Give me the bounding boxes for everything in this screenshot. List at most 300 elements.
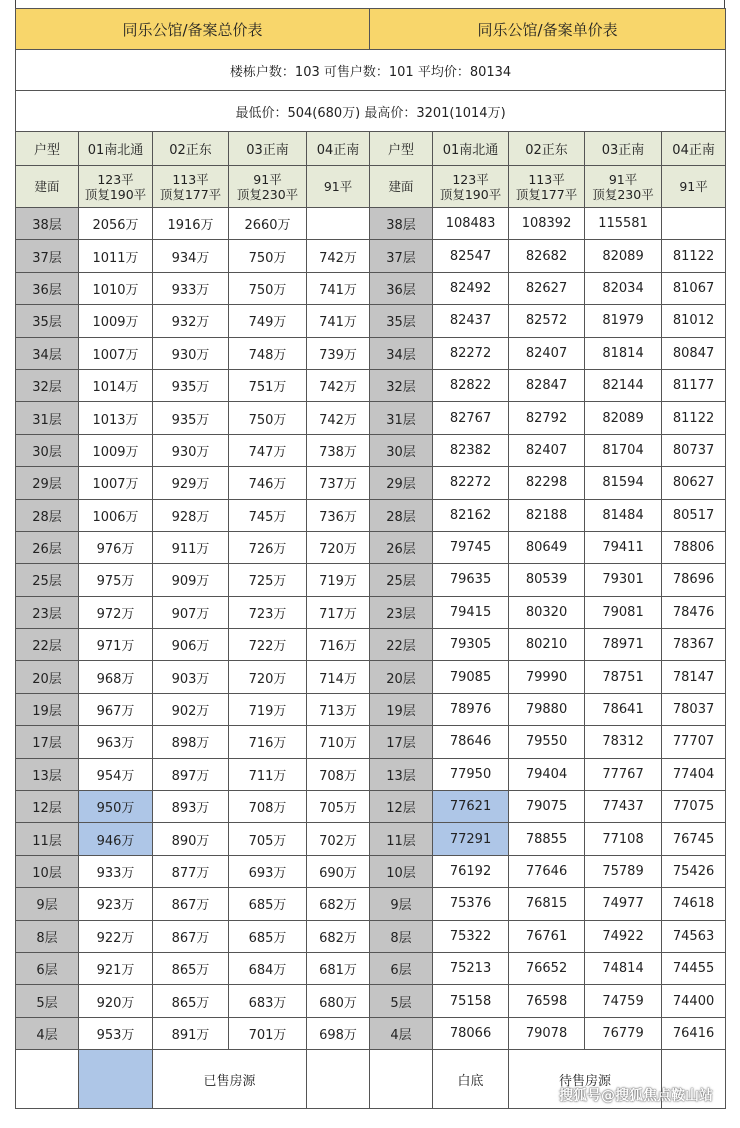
price-sheet [15,0,725,1109]
unit-price-cell: 76598 [509,985,585,1017]
unit-price-cell: 82407 [509,337,585,369]
unit-price-cell: 80627 [662,467,726,499]
unit-header: 01南北通 [433,132,509,166]
total-price-title: 同乐公馆/备案总价表 [16,9,370,50]
total-price-cell [307,208,370,240]
table-row [16,596,726,628]
unit-header: 04正南 [307,132,370,166]
unit-price-cell: 80517 [662,499,726,531]
area-line: 123平 [452,171,489,187]
total-price-cell: 865万 [153,985,229,1017]
floor-label: 13层 [16,758,79,790]
unit-price-title: 同乐公馆/备案单价表 [370,9,726,50]
total-price-cell: 935万 [153,369,229,401]
floor-label: 29层 [16,467,79,499]
unit-price-cell: 74400 [662,985,726,1017]
floor-label: 20层 [370,661,433,693]
floor-label: 17层 [16,726,79,758]
area-cell [433,166,509,208]
info-row-2 [16,91,726,132]
total-price-cell: 930万 [153,434,229,466]
floor-label: 17层 [370,726,433,758]
total-price-cell: 736万 [307,499,370,531]
unit-price-cell: 82822 [433,369,509,401]
floor-label: 5层 [16,985,79,1017]
unit-header: 03正南 [229,132,307,166]
unit-price-cell: 75322 [433,920,509,952]
unit-price-cell: 78971 [585,629,662,661]
table-row [16,726,726,758]
unit-price-cell: 79411 [585,531,662,563]
total-price-cell: 911万 [153,531,229,563]
unit-price-cell: 82298 [509,467,585,499]
total-price-cell: 1013万 [79,402,153,434]
total-price-cell: 705万 [229,823,307,855]
floor-label: 38层 [370,208,433,240]
total-price-cell: 867万 [153,888,229,920]
floor-label: 25层 [16,564,79,596]
table-row [16,499,726,531]
total-price-cell: 705万 [307,791,370,823]
total-price-cell: 922万 [79,920,153,952]
floor-label: 32层 [370,369,433,401]
floor-label: 34层 [16,337,79,369]
unit-price-cell: 82847 [509,369,585,401]
total-price-cell: 975万 [79,564,153,596]
floor-label: 9层 [16,888,79,920]
unit-price-cell: 77404 [662,758,726,790]
table-row [16,434,726,466]
legend-sold-swatch [79,1050,153,1109]
total-price-cell: 953万 [79,1017,153,1049]
total-price-cell: 708万 [307,758,370,790]
table-row [16,467,726,499]
floor-label: 11层 [16,823,79,855]
total-price-cell: 891万 [153,1017,229,1049]
unit-price-cell: 76779 [585,1017,662,1049]
floor-label: 4层 [16,1017,79,1049]
area-line: 顶复190平 [84,186,147,202]
table-row [16,952,726,984]
total-price-cell: 933万 [153,272,229,304]
legend-white-label: 白底 [433,1050,509,1109]
floor-label: 35层 [370,305,433,337]
unit-price-cell: 79745 [433,531,509,563]
table-row [16,758,726,790]
area-cell [153,166,229,208]
unit-price-cell: 79305 [433,629,509,661]
type-label: 户型 [16,132,79,166]
unit-price-cell: 81122 [662,402,726,434]
unit-price-cell: 74563 [662,920,726,952]
type-label: 户型 [370,132,433,166]
unit-price-cell: 75426 [662,855,726,887]
floor-label: 22层 [370,629,433,661]
unit-price-cell: 82144 [585,369,662,401]
title-row [16,9,726,50]
area-line: 顶复177平 [515,186,578,202]
unit-price-cell: 79550 [509,726,585,758]
unit-price-cell: 76416 [662,1017,726,1049]
total-price-cell: 739万 [307,337,370,369]
unit-price-cell: 82089 [585,402,662,434]
unit-price-cell: 77108 [585,823,662,855]
total-price-cell: 738万 [307,434,370,466]
floor-label: 23层 [370,596,433,628]
unit-price-cell: 80320 [509,596,585,628]
total-price-cell: 741万 [307,272,370,304]
floor-label: 20层 [16,661,79,693]
area-line: 顶复230平 [236,186,299,202]
area-line: 顶复230平 [592,186,654,202]
floor-label: 36层 [16,272,79,304]
unit-price-cell: 78641 [585,693,662,725]
table-row [16,693,726,725]
floor-label: 6层 [370,952,433,984]
total-price-cell: 713万 [307,693,370,725]
floor-label: 25层 [370,564,433,596]
unit-price-cell: 77621 [433,791,509,823]
unit-price-cell: 82034 [585,272,662,304]
unit-price-cell [662,208,726,240]
table-row [16,985,726,1017]
unit-price-cell: 79404 [509,758,585,790]
unit-header: 02正东 [153,132,229,166]
unit-price-cell: 80539 [509,564,585,596]
unit-price-cell: 81594 [585,467,662,499]
unit-price-cell: 82767 [433,402,509,434]
unit-price-cell: 78147 [662,661,726,693]
total-price-cell: 719万 [229,693,307,725]
total-price-cell: 929万 [153,467,229,499]
total-price-cell: 741万 [307,305,370,337]
table-row [16,531,726,563]
unit-price-cell: 76745 [662,823,726,855]
area-cell [79,166,153,208]
area-line: 91平 [323,179,353,194]
total-price-cell: 963万 [79,726,153,758]
unit-price-cell: 77291 [433,823,509,855]
floor-label: 4层 [370,1017,433,1049]
unit-price-cell: 75376 [433,888,509,920]
table-row [16,240,726,272]
floor-label: 19层 [16,693,79,725]
unit-price-cell: 82547 [433,240,509,272]
building-summary: 楼栋户数：103 可售户数：101 平均价：80134 [16,50,726,91]
total-price-cell: 693万 [229,855,307,887]
unit-price-cell: 78066 [433,1017,509,1049]
unit-price-cell: 80737 [662,434,726,466]
total-price-cell: 946万 [79,823,153,855]
unit-price-cell: 77707 [662,726,726,758]
unit-price-cell: 79415 [433,596,509,628]
unit-price-cell: 82492 [433,272,509,304]
table-row [16,305,726,337]
unit-price-cell: 82272 [433,337,509,369]
floor-label: 32层 [16,369,79,401]
total-price-cell: 750万 [229,272,307,304]
total-price-cell: 701万 [229,1017,307,1049]
floor-label: 5层 [370,985,433,1017]
table-row [16,337,726,369]
floor-label: 8层 [370,920,433,952]
floor-label: 19层 [370,693,433,725]
table-row [16,272,726,304]
unit-price-cell: 78976 [433,693,509,725]
unit-price-cell: 79075 [509,791,585,823]
total-price-cell: 716万 [307,629,370,661]
unit-price-cell: 79635 [433,564,509,596]
total-price-cell: 890万 [153,823,229,855]
table-row [16,208,726,240]
floor-label: 12层 [16,791,79,823]
legend-sold-label: 已售房源 [153,1050,307,1109]
total-price-cell: 1010万 [79,272,153,304]
unit-price-cell: 115581 [585,208,662,240]
floor-label: 28层 [16,499,79,531]
total-price-cell: 972万 [79,596,153,628]
unit-price-cell: 74455 [662,952,726,984]
total-price-cell: 742万 [307,369,370,401]
total-price-cell: 1006万 [79,499,153,531]
unit-price-cell: 77767 [585,758,662,790]
total-price-cell: 747万 [229,434,307,466]
table-row [16,823,726,855]
floor-label: 29层 [370,467,433,499]
area-label: 建面 [370,166,433,208]
total-price-cell: 968万 [79,661,153,693]
area-line: 91平 [679,179,708,194]
floor-label: 34层 [370,337,433,369]
floor-label: 13层 [370,758,433,790]
area-line: 顶复190平 [439,186,502,202]
total-price-cell: 898万 [153,726,229,758]
total-price-cell: 1007万 [79,337,153,369]
unit-price-cell: 81484 [585,499,662,531]
floor-label: 23层 [16,596,79,628]
total-price-cell: 867万 [153,920,229,952]
table-row [16,369,726,401]
total-price-cell: 714万 [307,661,370,693]
unit-header: 02正东 [509,132,585,166]
unit-price-cell: 81122 [662,240,726,272]
area-line: 113平 [172,171,209,187]
unit-price-cell: 74977 [585,888,662,920]
total-price-cell: 1014万 [79,369,153,401]
total-price-cell: 2660万 [229,208,307,240]
total-price-cell: 1916万 [153,208,229,240]
total-price-cell: 749万 [229,305,307,337]
total-price-cell: 1009万 [79,434,153,466]
total-price-cell: 907万 [153,596,229,628]
unit-price-cell: 76815 [509,888,585,920]
floor-label: 28层 [370,499,433,531]
unit-price-cell: 82089 [585,240,662,272]
unit-price-cell: 77950 [433,758,509,790]
unit-price-cell: 79301 [585,564,662,596]
total-price-cell: 698万 [307,1017,370,1049]
floor-label: 6层 [16,952,79,984]
unit-header: 01南北通 [79,132,153,166]
floor-label: 26层 [16,531,79,563]
unit-price-cell: 82792 [509,402,585,434]
total-price-cell: 923万 [79,888,153,920]
floor-label: 30层 [16,434,79,466]
unit-price-cell: 81012 [662,305,726,337]
total-price-cell: 920万 [79,985,153,1017]
total-price-cell: 720万 [307,531,370,563]
total-price-cell: 906万 [153,629,229,661]
total-price-cell: 751万 [229,369,307,401]
total-price-cell: 909万 [153,564,229,596]
table-row [16,629,726,661]
unit-price-cell: 82682 [509,240,585,272]
total-price-cell: 717万 [307,596,370,628]
unit-price-cell: 78312 [585,726,662,758]
unit-price-cell: 82188 [509,499,585,531]
total-price-cell: 716万 [229,726,307,758]
floor-label: 22层 [16,629,79,661]
unit-price-cell: 78037 [662,693,726,725]
total-price-cell: 723万 [229,596,307,628]
unit-price-cell: 81177 [662,369,726,401]
unit-price-cell: 77075 [662,791,726,823]
floor-label: 36层 [370,272,433,304]
table-row [16,402,726,434]
area-cell [585,166,662,208]
unit-price-cell: 78855 [509,823,585,855]
unit-price-cell: 75789 [585,855,662,887]
unit-header: 04正南 [662,132,726,166]
total-price-cell: 903万 [153,661,229,693]
total-price-cell: 742万 [307,240,370,272]
legend-empty [370,1050,433,1109]
unit-price-cell: 78696 [662,564,726,596]
unit-price-cell: 76192 [433,855,509,887]
total-price-cell: 902万 [153,693,229,725]
floor-label: 31层 [370,402,433,434]
floor-label: 26层 [370,531,433,563]
unit-price-cell: 75158 [433,985,509,1017]
total-price-cell: 967万 [79,693,153,725]
unit-price-cell: 77437 [585,791,662,823]
total-price-cell: 921万 [79,952,153,984]
unit-price-cell: 80210 [509,629,585,661]
unit-price-cell: 81704 [585,434,662,466]
floor-label: 10层 [370,855,433,887]
table-row [16,1017,726,1049]
total-price-cell: 684万 [229,952,307,984]
floor-label: 37层 [16,240,79,272]
total-price-cell: 935万 [153,402,229,434]
total-price-cell: 1009万 [79,305,153,337]
watermark: 搜狐号@搜狐焦点鞍山站 [559,1088,713,1105]
total-price-cell: 934万 [153,240,229,272]
table-row [16,791,726,823]
total-price-cell: 930万 [153,337,229,369]
unit-price-cell: 82272 [433,467,509,499]
floor-label: 11层 [370,823,433,855]
unit-price-cell: 74814 [585,952,662,984]
total-price-cell: 682万 [307,888,370,920]
price-table [15,8,726,1109]
floor-label: 30层 [370,434,433,466]
total-price-cell: 971万 [79,629,153,661]
unit-type-header-row [16,132,726,166]
area-cell [662,166,726,208]
top-border-strip [15,0,725,8]
total-price-cell: 711万 [229,758,307,790]
unit-price-cell: 78476 [662,596,726,628]
floor-label: 8层 [16,920,79,952]
floor-label: 12层 [370,791,433,823]
total-price-cell: 726万 [229,531,307,563]
total-price-cell: 737万 [307,467,370,499]
total-price-cell: 685万 [229,920,307,952]
unit-price-cell: 79081 [585,596,662,628]
total-price-cell: 750万 [229,240,307,272]
area-line: 顶复177平 [159,186,222,202]
floor-label: 35层 [16,305,79,337]
total-price-cell: 897万 [153,758,229,790]
total-price-cell: 742万 [307,402,370,434]
area-cell [229,166,307,208]
total-price-cell: 877万 [153,855,229,887]
total-price-cell: 928万 [153,499,229,531]
table-row [16,920,726,952]
total-price-cell: 950万 [79,791,153,823]
total-price-cell: 702万 [307,823,370,855]
total-price-cell: 719万 [307,564,370,596]
legend-pending-label: 待售房源 [509,1050,662,1109]
floor-label: 31层 [16,402,79,434]
unit-price-cell: 82572 [509,305,585,337]
legend-empty [16,1050,79,1109]
unit-price-cell: 79085 [433,661,509,693]
total-price-cell: 690万 [307,855,370,887]
floor-label: 38层 [16,208,79,240]
unit-price-cell: 79880 [509,693,585,725]
table-row [16,855,726,887]
area-line: 113平 [528,171,565,187]
total-price-cell: 708万 [229,791,307,823]
unit-price-cell: 82627 [509,272,585,304]
area-label: 建面 [16,166,79,208]
total-price-cell: 745万 [229,499,307,531]
legend-empty [307,1050,370,1109]
unit-price-cell: 81814 [585,337,662,369]
total-price-cell: 748万 [229,337,307,369]
area-line: 123平 [97,171,134,187]
total-price-cell: 750万 [229,402,307,434]
price-range-summary: 最低价：504(680万) 最高价：3201(1014万) [16,91,726,132]
unit-price-cell: 81067 [662,272,726,304]
floor-label: 9层 [370,888,433,920]
total-price-cell: 682万 [307,920,370,952]
unit-price-cell: 80649 [509,531,585,563]
total-price-cell: 865万 [153,952,229,984]
total-price-cell: 720万 [229,661,307,693]
unit-price-cell: 76652 [509,952,585,984]
unit-price-cell: 80847 [662,337,726,369]
total-price-cell: 685万 [229,888,307,920]
table-row [16,661,726,693]
unit-price-cell: 74922 [585,920,662,952]
unit-price-cell: 78646 [433,726,509,758]
unit-price-cell: 81979 [585,305,662,337]
table-row [16,564,726,596]
total-price-cell: 1011万 [79,240,153,272]
